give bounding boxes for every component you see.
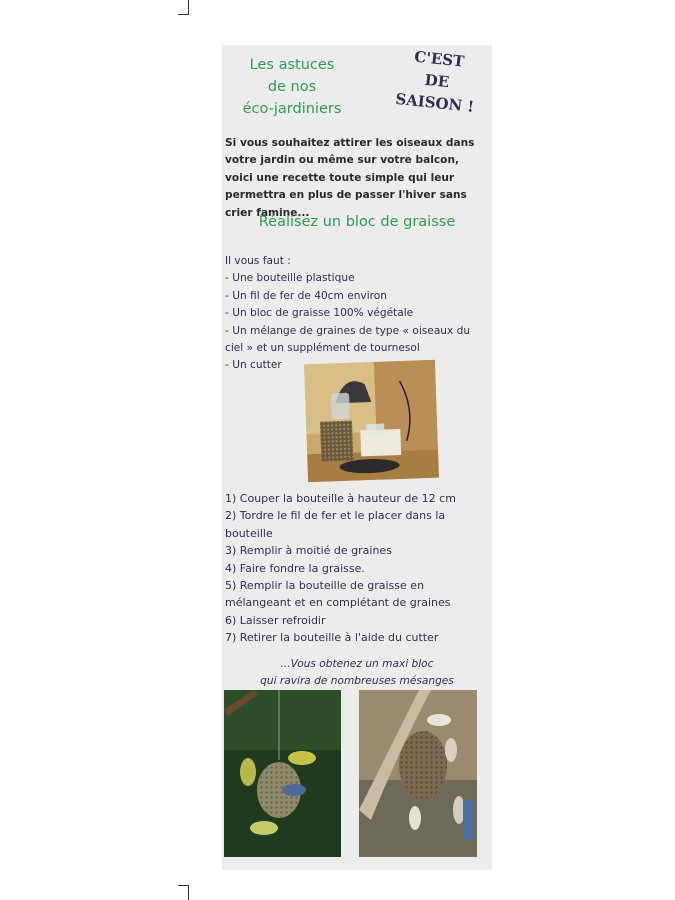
saison-badge (389, 43, 485, 118)
step-item: 4) Faire fondre la graisse. (225, 561, 365, 575)
saison-line: C'EST (413, 47, 466, 71)
astuces-title (236, 54, 348, 120)
step-item: 6) Laisser refroidir (225, 613, 326, 627)
saison-line: SAISON ! (394, 89, 475, 116)
astuces-line: de nos (267, 79, 317, 95)
crop-mark-bottom-h (178, 885, 189, 886)
materials-item: - Un cutter (225, 359, 282, 372)
saison-line: DE (423, 70, 451, 92)
materials-item: - Un bloc de graisse 100% végétale (225, 307, 414, 320)
materials-item: - Un fil de fer de 40cm environ (225, 289, 387, 302)
conclusion-text (222, 656, 492, 690)
astuces-line: Les astuces (249, 57, 335, 73)
step-item: 1) Couper la bouteille à hauteur de 12 cm (225, 492, 456, 505)
step-item: 3) Remplir à moitié de graines (225, 544, 392, 558)
crop-mark-top-h (178, 14, 189, 15)
steps-list (225, 490, 485, 647)
step-item: 7) Retirer la bouteille à l'aide du cutter (225, 631, 439, 645)
materials-photo (304, 360, 439, 482)
crop-mark-top (188, 0, 189, 14)
step-item: 5) Remplir la bouteille de graisse en mélangeant et en complétant de graines (225, 579, 451, 610)
materials-item: - Une bouteille plastique (225, 272, 355, 285)
astuces-line: éco-jardiniers (242, 101, 342, 117)
materials-list (225, 253, 483, 375)
step-item: 2) Tordre le fil de fer et le placer dans la bouteille (225, 509, 446, 540)
intro-paragraph: Si vous souhaitez attirer les oiseaux dans votre jardin ou même sur votre balcon, voici une recette toute simple qui leur permettra en plus de passer l'hiver sans crier famine... (225, 137, 475, 219)
bird-feeder-photo-right (359, 690, 477, 857)
bird-feeder-photo-left (224, 690, 341, 857)
recipe-heading: Réalisez un bloc de graisse (258, 214, 456, 230)
crop-mark-bottom (188, 885, 189, 900)
conclusion-line: qui ravira de nombreuses mésanges (260, 675, 454, 687)
conclusion-line: ...Vous obtenez un maxi bloc (280, 658, 434, 670)
materials-title: Il vous faut : (225, 255, 291, 267)
materials-item: - Un mélange de graines de type « oiseaux du ciel » et un supplément de tournesol (225, 324, 471, 355)
